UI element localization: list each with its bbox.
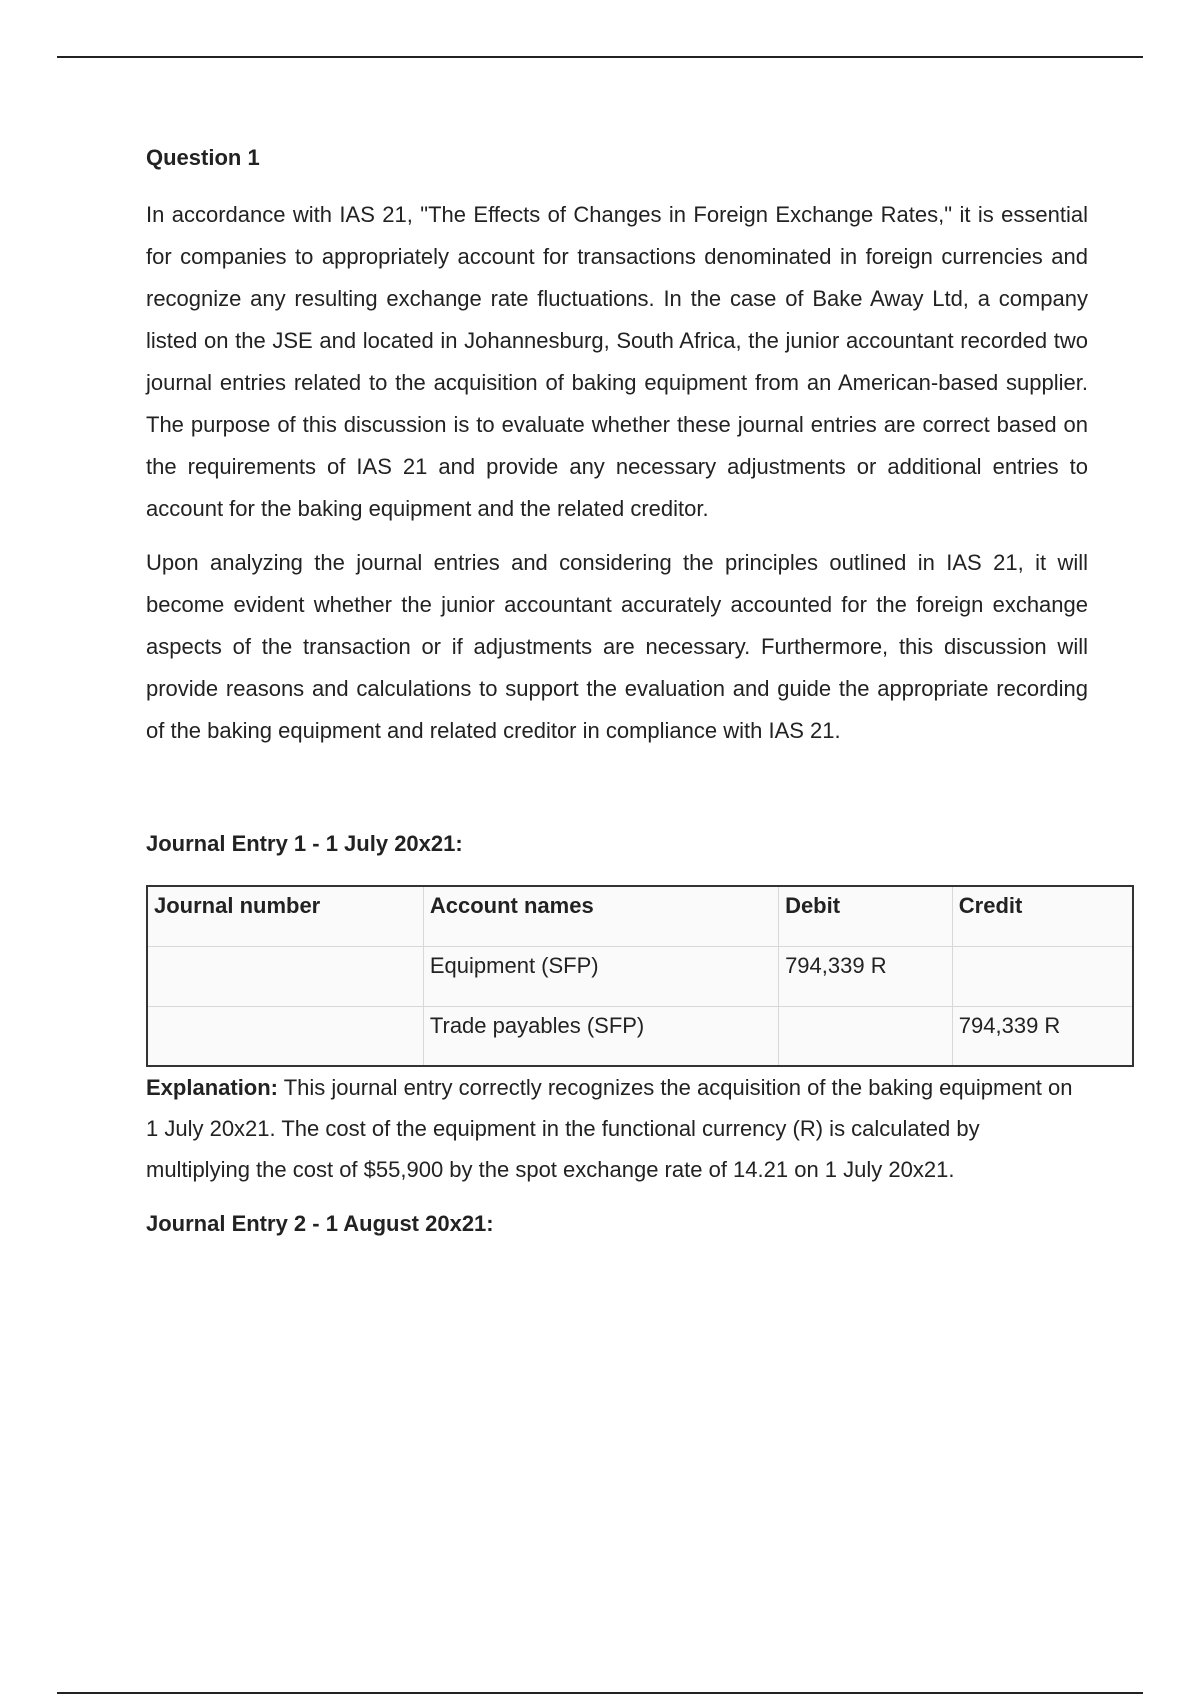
cell-journal-number	[147, 1006, 423, 1066]
header-debit: Debit	[779, 886, 953, 946]
explanation-text: This journal entry correctly recognizes the acquisition of the baking equipment on 1 July 20x21. The cost of the equipment in the functional currency (R) is calculated by multiplying the cost of $55,900 by the spot exchange rate of 14.21 on 1 July 20x21.	[146, 1075, 1073, 1182]
cell-debit: 794,339 R	[779, 946, 953, 1006]
bottom-rule	[57, 1692, 1143, 1694]
journal-entry-1-heading: Journal Entry 1 - 1 July 20x21:	[146, 831, 463, 856]
cell-credit	[952, 946, 1133, 1006]
header-credit: Credit	[952, 886, 1133, 946]
top-rule	[57, 56, 1143, 58]
cell-account: Trade payables (SFP)	[423, 1006, 778, 1066]
table-row	[147, 946, 1133, 1006]
intro-paragraph: In accordance with IAS 21, "The Effects of Changes in Foreign Exchange Rates," it is essential for companies to appropriately account for transactions denominated in foreign currencies and recognize any resulting exchange rate fluctuations. In the case of Bake Away Ltd, a company listed on the JSE and located in Johannesburg, South Africa, the junior accountant recorded two journal entries related to the acquisition of baking equipment from an American-based supplier. The purpose of this discussion is to evaluate whether these journal entries are correct based on the requirements of IAS 21 and provide any necessary adjustments or additional entries to account for the baking equipment and the related creditor.	[146, 202, 1088, 521]
header-journal-number: Journal number	[147, 886, 423, 946]
journal-entry-1-explanation	[146, 1067, 1076, 1190]
header-account-names: Account names	[423, 886, 778, 946]
table-row	[147, 1006, 1133, 1066]
cell-account: Equipment (SFP)	[423, 946, 778, 1006]
journal-entry-2-heading: Journal Entry 2 - 1 August 20x21:	[146, 1211, 494, 1236]
question-title: Question 1	[146, 145, 260, 170]
journal-entry-1-table	[146, 885, 1134, 1067]
cell-debit	[779, 1006, 953, 1066]
explanation-label: Explanation:	[146, 1075, 279, 1100]
analysis-paragraph: Upon analyzing the journal entries and considering the principles outlined in IAS 21, it will become evident whether the junior accountant accurately accounted for the foreign exchange aspects of the transaction or if adjustments are necessary. Furthermore, this discussion will provide reasons and calculations to support the evaluation and guide the appropriate recording of the baking equipment and related creditor in compliance with IAS 21.	[146, 550, 1088, 743]
table-header-row	[147, 886, 1133, 946]
cell-credit: 794,339 R	[952, 1006, 1133, 1066]
cell-journal-number	[147, 946, 423, 1006]
page-content	[146, 142, 1088, 1240]
